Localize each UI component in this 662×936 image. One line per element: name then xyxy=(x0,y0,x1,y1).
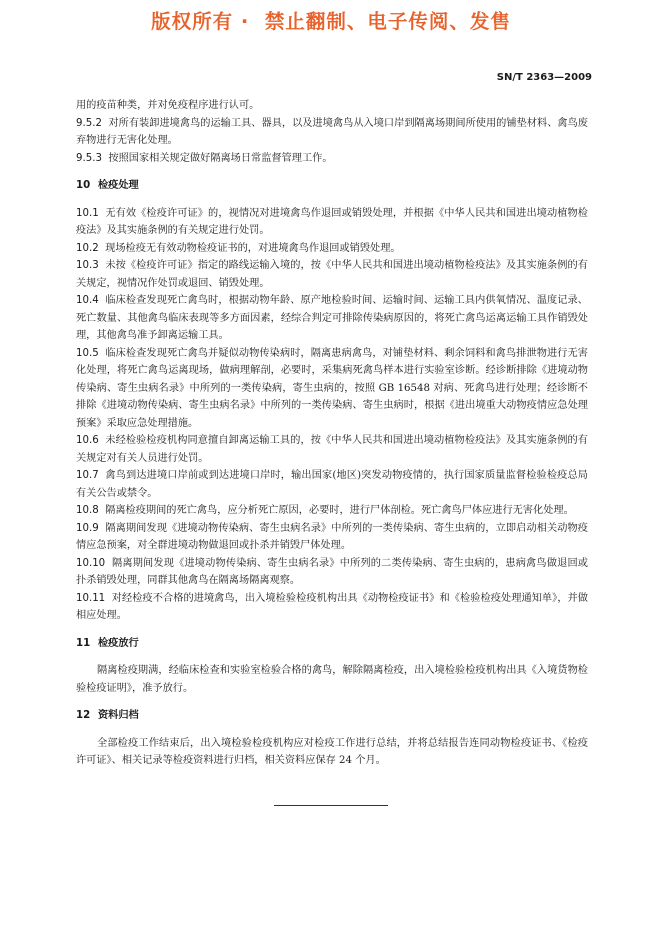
clause-number: 10.3 xyxy=(76,260,99,271)
section-12-paragraph: 全部检疫工作结束后，出入境检验检疫机构应对检疫工作进行总结，并将总结报告连同动物检疫证书、《检疫许可证》、相关记录等检疫资料进行归档，相关资料应保存 24 个月。 xyxy=(76,737,588,766)
section-title: 资料归档 xyxy=(98,710,139,721)
clause-number: 9.5.3 xyxy=(76,152,102,164)
clause-text: 未按《检疫许可证》指定的路线运输入境的，按《中华人民共和国进出境动植物检疫法》及其实施条例的有关规定，视情况作处罚或退回、销毁处理。 xyxy=(76,260,588,289)
clause-number: 10.9 xyxy=(76,522,99,534)
clause-10-8 xyxy=(76,502,588,520)
clause-10-5 xyxy=(76,345,588,433)
clause-text: 隔离期间发现《进境动物传染病、寄生虫病名录》中所列的一类传染病、寄生虫病的，立即启动相关动物疫情应急预案，对全群进境动物做退回或扑杀并销毁尸体处理。 xyxy=(76,522,588,551)
clause-number: 10.11 xyxy=(76,592,106,604)
section-number: 10 xyxy=(76,180,91,191)
clause-number: 10.7 xyxy=(76,470,99,481)
clause-10-3 xyxy=(76,257,588,292)
clause-text: 未经检验检疫机构同意擅自卸离运输工具的，按《中华人民共和国进出境动植物检疫法》及其实施条例的有关规定对有关人员进行处罚。 xyxy=(76,435,588,464)
section-number: 12 xyxy=(76,710,91,721)
clause-10-6 xyxy=(76,432,588,467)
document-body xyxy=(76,97,588,770)
document-id: SN/T 2363—2009 xyxy=(496,72,592,83)
clause-number: 10.1 xyxy=(76,207,99,219)
section-heading-10 xyxy=(76,177,588,195)
clause-number: 10.5 xyxy=(76,347,99,359)
copyright-watermark: 版权所有 · 禁止翻制、电子传阅、发售 xyxy=(151,10,511,33)
section-11-paragraph: 隔离检疫期满，经临床检查和实验室检验合格的禽鸟，解除隔离检疫，出入境检验检疫机构出具《入境货物检验检疫证明》，准予放行。 xyxy=(76,665,588,694)
clause-10-4 xyxy=(76,292,588,345)
clause-10-7 xyxy=(76,467,588,502)
clause-number: 10.4 xyxy=(76,295,99,306)
clause-10-1 xyxy=(76,205,588,240)
clause-10-9 xyxy=(76,520,588,555)
clause-10-2 xyxy=(76,240,588,258)
clause-text: 无有效《检疫许可证》的，视情况对进境禽鸟作退回或销毁处理，并根据《中华人民共和国进出境动植物检疫法》及其实施条例的有关规定进行处罚。 xyxy=(76,207,588,236)
section-heading-11 xyxy=(76,635,588,653)
clause-text: 按照国家相关规定做好隔离场日常监督管理工作。 xyxy=(108,152,333,164)
clause-number: 10.8 xyxy=(76,505,99,516)
section-number: 11 xyxy=(76,637,91,649)
clause-text: 隔离期间发现《进境动物传染病、寄生虫病名录》中所列的二类传染病、寄生虫病的，患病禽鸟做退回或扑杀销毁处理，同群其他禽鸟在隔离场隔离观察。 xyxy=(76,557,588,586)
clause-text: 对所有装卸进境禽鸟的运输工具、器具，以及进境禽鸟从入境口岸到隔离场期间所使用的铺垫材料、禽鸟废弃物进行无害化处理。 xyxy=(76,117,588,146)
clause-text: 临床检查发现死亡禽鸟并疑似动物传染病时，隔离患病禽鸟，对铺垫材料、剩余饲料和禽鸟排泄物进行无害化处理，将死亡禽鸟运离现场，做病理解剖，必要时，采集病死禽鸟样本进行实验室诊断。经诊断排除《进境动物传染病、寄生虫病名录》中所列的一类传染病，寄生虫病的，按照 GB 16548 对病、死禽鸟进行处理；经诊断不排除《进境动物传染病、寄生虫病名录》中所列的一类传染病、寄生虫病时，根据《进出境重大动物疫情应急处理预案》采取应急处理措施。 xyxy=(76,347,588,429)
clause-9-5-2 xyxy=(76,115,588,150)
continued-paragraph: 用的疫苗种类，并对免疫程序进行认可。 xyxy=(76,100,260,111)
clause-10-10 xyxy=(76,555,588,590)
section-heading-12 xyxy=(76,707,588,725)
clause-text: 隔离检疫期间的死亡禽鸟，应分析死亡原因，必要时，进行尸体剖检。死亡禽鸟尸体应进行无害化处理。 xyxy=(105,505,574,516)
section-title: 检疫放行 xyxy=(98,637,139,649)
clause-number: 10.2 xyxy=(76,242,99,254)
clause-text: 现场检疫无有效动物检疫证书的，对进境禽鸟作退回或销毁处理。 xyxy=(105,242,401,254)
section-title: 检疫处理 xyxy=(98,180,139,191)
clause-number: 10.10 xyxy=(76,557,106,569)
clause-text: 禽鸟到达进境口岸前或到达进境口岸时，输出国家(地区)突发动物疫情的，执行国家质量监督检验检疫总局有关公告或禁令。 xyxy=(76,470,588,499)
clause-9-5-3 xyxy=(76,150,588,168)
clause-number: 10.6 xyxy=(76,435,99,446)
clause-text: 对经检疫不合格的进境禽鸟，出入境检验检疫机构出具《动物检疫证书》和《检验检疫处理通知单》，并做相应处理。 xyxy=(76,592,588,621)
clause-10-11 xyxy=(76,590,588,625)
end-of-document-rule xyxy=(274,805,388,806)
clause-number: 9.5.2 xyxy=(76,117,102,129)
clause-text: 临床检查发现死亡禽鸟时，根据动物年龄、原产地检验时间、运输时间、运输工具内供氧情况、温度记录、死亡数量、其他禽鸟临床表现等多方面因素，经综合判定可排除传染病原因的，将死亡禽鸟运离运输工具作销毁处理，其他禽鸟准予卸离运输工具。 xyxy=(76,295,588,341)
